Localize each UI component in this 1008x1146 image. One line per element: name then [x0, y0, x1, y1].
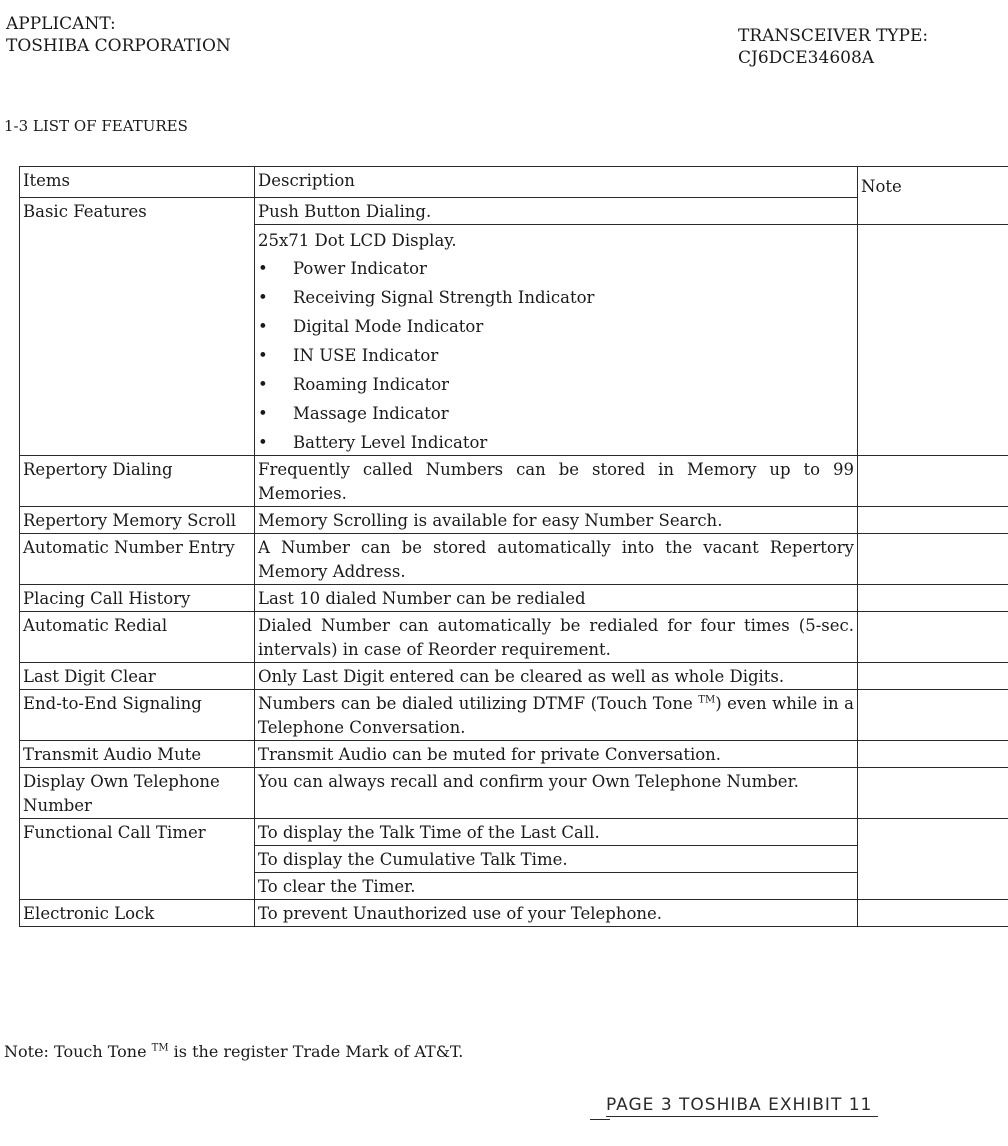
header-items: Items	[20, 167, 255, 198]
table-row	[20, 507, 1008, 534]
description-cell: To display the Cumulative Talk Time.	[255, 846, 858, 873]
item-cell: Automatic Number Entry	[20, 534, 255, 585]
exhibit-label: PAGE 3 TOSHIBA EXHIBIT 11	[606, 1095, 878, 1117]
applicant-label: APPLICANT:	[6, 14, 116, 34]
description-cell: To prevent Unauthorized use of your Telephone.	[255, 900, 858, 927]
description-cell	[255, 690, 858, 741]
item-cell: Repertory Dialing	[20, 456, 255, 507]
exhibit-underline	[590, 1119, 610, 1120]
indicator-list	[258, 255, 854, 455]
description-cell: Only Last Digit entered can be cleared as well as whole Digits.	[255, 663, 858, 690]
footnote-trademark: TM	[151, 1042, 169, 1054]
table-row	[20, 663, 1008, 690]
header-note: Note	[858, 167, 1008, 225]
table-header-row	[20, 167, 1008, 198]
note-cell	[858, 819, 1008, 900]
item-cell: Transmit Audio Mute	[20, 741, 255, 768]
description-cell: A Number can be stored automatically into the vacant Repertory Memory Address.	[255, 534, 858, 585]
note-cell	[858, 534, 1008, 585]
note-cell	[858, 585, 1008, 612]
note-cell	[858, 225, 1008, 456]
note-cell	[858, 507, 1008, 534]
list-item: • Digital Mode Indicator	[258, 313, 854, 342]
item-cell: Last Digit Clear	[20, 663, 255, 690]
item-cell: Repertory Memory Scroll	[20, 507, 255, 534]
description-cell	[255, 225, 858, 456]
table-row	[20, 690, 1008, 741]
footnote-post: is the register Trade Mark of AT&T.	[168, 1042, 464, 1061]
description-cell: Frequently called Numbers can be stored in Memory up to 99 Memories.	[255, 456, 858, 507]
table-row	[20, 900, 1008, 927]
item-cell: Functional Call Timer	[20, 819, 255, 900]
table-row	[20, 456, 1008, 507]
item-cell: Display Own Telephone Number	[20, 768, 255, 819]
footnote-pre: Note: Touch Tone	[4, 1042, 152, 1061]
description-cell: To clear the Timer.	[255, 873, 858, 900]
note-cell	[858, 741, 1008, 768]
note-cell	[858, 612, 1008, 663]
list-item: • Power Indicator	[258, 255, 854, 284]
table-row	[20, 534, 1008, 585]
footnote	[4, 1042, 463, 1061]
table-row	[20, 612, 1008, 663]
signaling-text-post: ) even while in a Telephone Conversation.	[258, 694, 854, 737]
trademark-mark: TM	[698, 694, 716, 706]
table-row	[20, 819, 1008, 846]
transceiver-model: CJ6DCE34608A	[738, 48, 875, 68]
note-cell	[858, 663, 1008, 690]
list-item: • Roaming Indicator	[258, 371, 854, 400]
applicant-name: TOSHIBA CORPORATION	[6, 36, 231, 56]
applicant-block	[6, 13, 231, 57]
item-cell: End-to-End Signaling	[20, 690, 255, 741]
transceiver-label: TRANSCEIVER TYPE:	[738, 26, 929, 46]
note-cell	[858, 456, 1008, 507]
item-cell: Basic Features	[20, 198, 255, 456]
transceiver-block	[738, 25, 928, 69]
description-cell: Transmit Audio can be muted for private Conversation.	[255, 741, 858, 768]
description-cell: You can always recall and confirm your Own Telephone Number.	[255, 768, 858, 819]
section-title: 1-3 LIST OF FEATURES	[4, 117, 188, 135]
note-cell	[858, 900, 1008, 927]
table-row	[20, 585, 1008, 612]
list-item: • Receiving Signal Strength Indicator	[258, 284, 854, 313]
item-cell: Electronic Lock	[20, 900, 255, 927]
list-item: • Massage Indicator	[258, 400, 854, 429]
header-description: Description	[255, 167, 858, 198]
item-cell: Placing Call History	[20, 585, 255, 612]
list-item: • Battery Level Indicator	[258, 429, 854, 455]
note-cell	[858, 768, 1008, 819]
list-item: • IN USE Indicator	[258, 342, 854, 371]
description-cell: Memory Scrolling is available for easy Number Search.	[255, 507, 858, 534]
item-cell: Automatic Redial	[20, 612, 255, 663]
description-cell: Dialed Number can automatically be redialed for four times (5-sec. intervals) in case of Reorder requirement.	[255, 612, 858, 663]
features-table	[19, 166, 1008, 927]
table-row	[20, 768, 1008, 819]
description-cell: Last 10 dialed Number can be redialed	[255, 585, 858, 612]
note-cell	[858, 690, 1008, 741]
description-cell: To display the Talk Time of the Last Call.	[255, 819, 858, 846]
lcd-display-text: 25x71 Dot LCD Display.	[258, 231, 457, 250]
signaling-text-pre: Numbers can be dialed utilizing DTMF (Touch Tone	[258, 694, 699, 713]
table-row	[20, 741, 1008, 768]
description-cell: Push Button Dialing.	[255, 198, 858, 225]
